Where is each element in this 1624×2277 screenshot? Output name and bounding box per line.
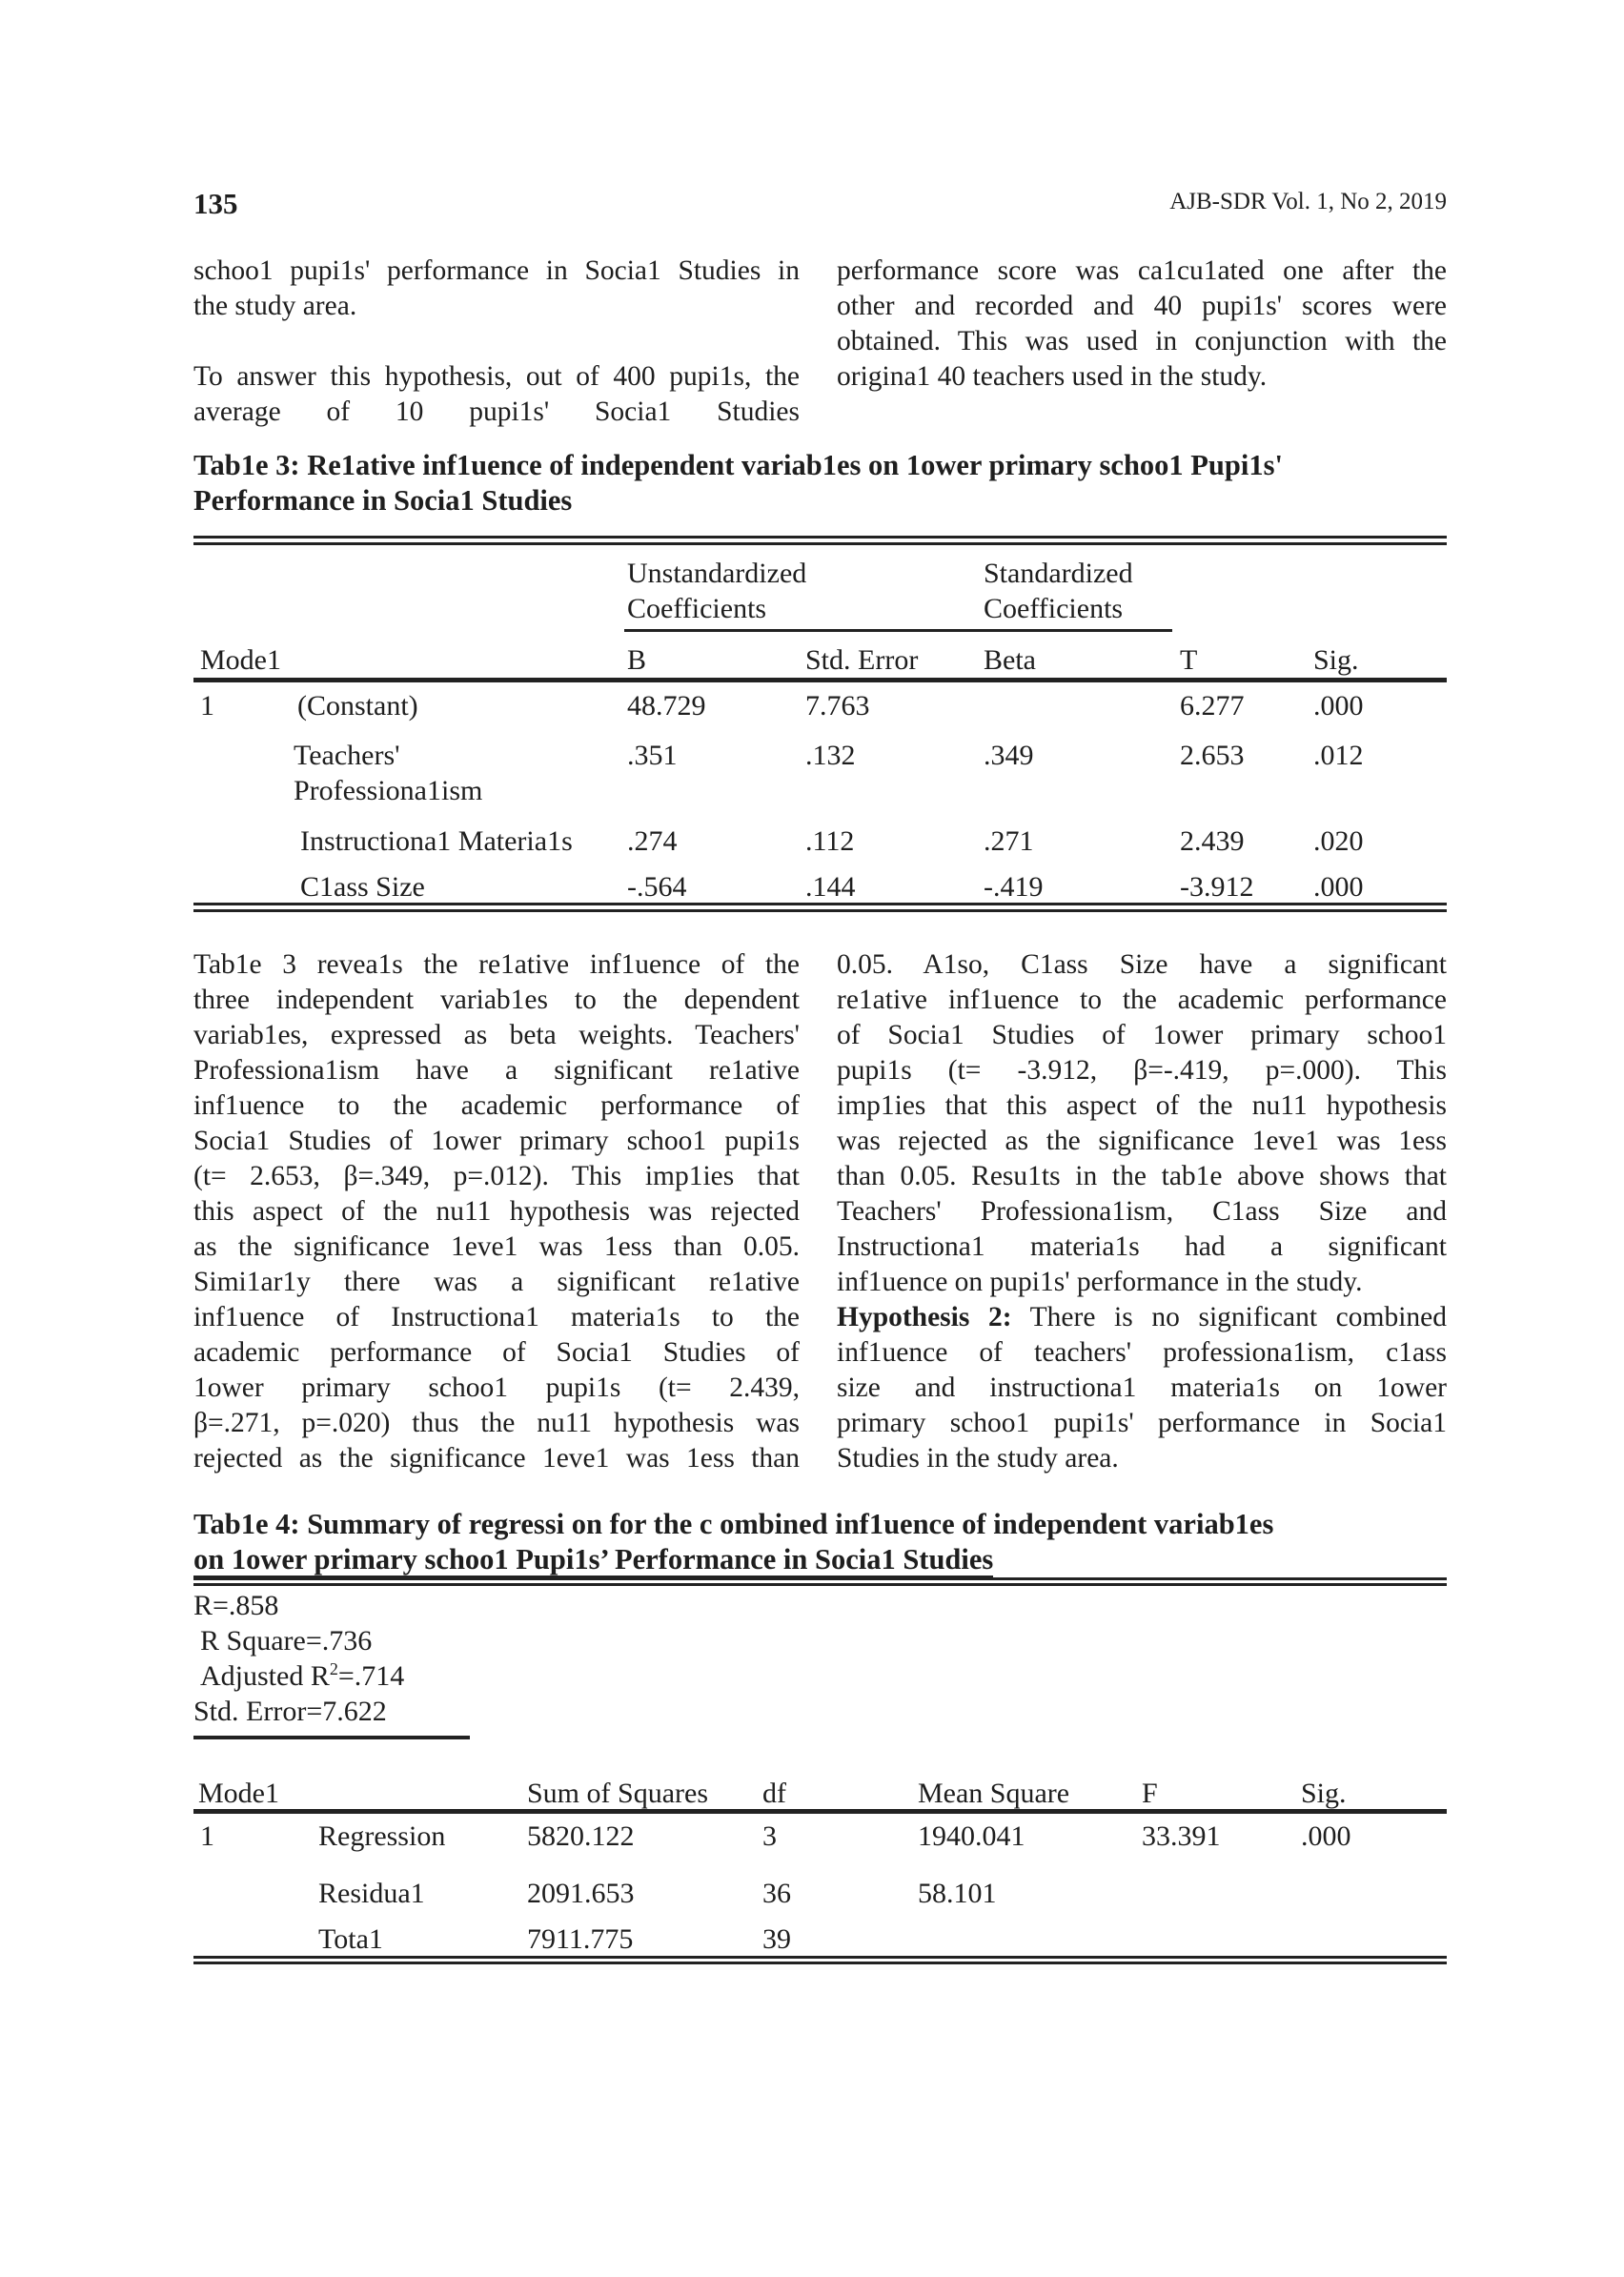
discussion-right-column xyxy=(837,947,1447,1476)
col-header-f: F xyxy=(1142,1778,1158,1809)
table4-bottom-rule xyxy=(193,1956,1447,1959)
table3-model-number: 1 xyxy=(200,690,214,722)
col-header-b: B xyxy=(627,644,647,676)
stat-std-error: Std. Error=7.622 xyxy=(193,1696,387,1727)
col-header-sig: Sig. xyxy=(1313,644,1359,676)
running-head: AJB-SDR Vol. 1, No 2, 2019 xyxy=(1169,189,1447,214)
table4-model-number: 1 xyxy=(200,1820,214,1852)
table3-top-rule xyxy=(193,536,1447,539)
intro-paragraph-2: To answer this hypothesis, out of 400 pupi1s, the average of 10 pupi1s' Socia1 Studies xyxy=(193,361,800,427)
discussion-paragraph-cont: 0.05. A1so, C1ass Size have a significant re1ative inf1uence to the academic performance of Socia1 Studies of 1ower primary schoo1 pupi1s (t= -3.912, β=-.419, p=.000). This imp1ies that this aspect of the nu11 hypothesis was rejected as the significance 1eve1 was 1ess than 0.05. Resu1ts in the tab1e above shows that Teachers' Professiona1ism, C1ass Size and Instructiona1 materia1s had a significant inf1uence on pupi1s' performance in the study. xyxy=(837,949,1447,1297)
col-header-mean-square: Mean Square xyxy=(918,1778,1070,1809)
intro-right-column xyxy=(837,254,1447,395)
table3-group-standardized: Standardized Coefficients xyxy=(984,558,1133,624)
page-number: 135 xyxy=(193,187,238,220)
stat-adjusted-r-square: Adjusted $R^2=.714$ xyxy=(200,1659,405,1692)
col-header-df: df xyxy=(762,1778,786,1809)
intro-left-column xyxy=(193,254,800,430)
table3-header-rule xyxy=(193,678,1447,682)
col-header-t: T xyxy=(1180,644,1198,676)
intro-paragraph-3: performance score was ca1cu1ated one after the other and recorded and 40 pupi1s' scores were obtained. This was used in conjunction with the origina1 40 teachers used in the study. xyxy=(837,255,1447,392)
col-header-model: Mode1 xyxy=(200,644,281,676)
stat-r-square: R Square=.736 xyxy=(200,1625,373,1657)
col-header-std-error: Std. Error xyxy=(805,644,919,676)
col-header-beta: Beta xyxy=(984,644,1036,676)
table4-header-rule xyxy=(193,1809,1447,1814)
table3-group-unstandardized: Unstandardized Coefficients xyxy=(627,558,807,624)
table4-bottom-rule-2 xyxy=(193,1962,1447,1964)
table4-caption: Tab1e 4: Summary of regressi on for the c ombined inf1uence of independent variab1es on 1ower primary schoo1 Pupi1s’ Performance in Socia1 Studies xyxy=(193,1508,1274,1576)
hypothesis-label: Hypothesis 2: xyxy=(837,1302,1012,1332)
table4-top-rule xyxy=(193,1577,1447,1580)
table3-caption: Tab1e 3: Re1ative inf1uence of independent variab1es on 1ower primary schoo1 Pupi1s' Performance in Socia1 Studies xyxy=(193,449,1283,517)
hypothesis-2: Hypothesis 2: There is no significant combined inf1uence of teachers' professiona1ism, c1ass size and instructiona1 materia1s on 1ower primary schoo1 pupi1s' performance in Socia1 Studies in the study area. xyxy=(837,1302,1447,1474)
col-header-sum-of-squares: Sum of Squares xyxy=(527,1778,708,1809)
col-header-model: Mode1 xyxy=(198,1778,279,1809)
stat-r: R=.858 xyxy=(193,1590,279,1621)
discussion-left-column xyxy=(193,947,800,1476)
table4-top-rule-2 xyxy=(193,1583,1447,1586)
table3-group-rule xyxy=(624,629,1172,632)
table4-summary-rule xyxy=(193,1736,470,1739)
intro-paragraph-1: schoo1 pupi1s' performance in Socia1 Studies in the study area. xyxy=(193,255,800,321)
col-header-sig: Sig. xyxy=(1301,1778,1347,1809)
discussion-paragraph: Tab1e 3 revea1s the re1ative inf1uence of the three independent variab1es to the dependent variab1es, expressed as beta weights. Teachers' Professiona1ism have a significant re1ative inf1uence to the academic performance of Socia1 Studies of 1ower primary schoo1 pupi1s (t= 2.653, β=.349, p=.012). This imp1ies that this aspect of the nu11 hypothesis was rejected as the significance 1eve1 was 1ess than 0.05. Simi1ar1y there was a significant re1ative inf1uence of Instructiona1 materia1s to the academic performance of Socia1 Studies of 1ower primary schoo1 pupi1s (t= 2.439, β=.271, p=.020) thus the nu11 hypothesis was rejected as the significance 1eve1 was 1ess than xyxy=(193,949,800,1474)
table3-top-rule-2 xyxy=(193,542,1447,545)
table3-bottom-rule xyxy=(193,903,1447,905)
table3-bottom-rule-2 xyxy=(193,909,1447,912)
